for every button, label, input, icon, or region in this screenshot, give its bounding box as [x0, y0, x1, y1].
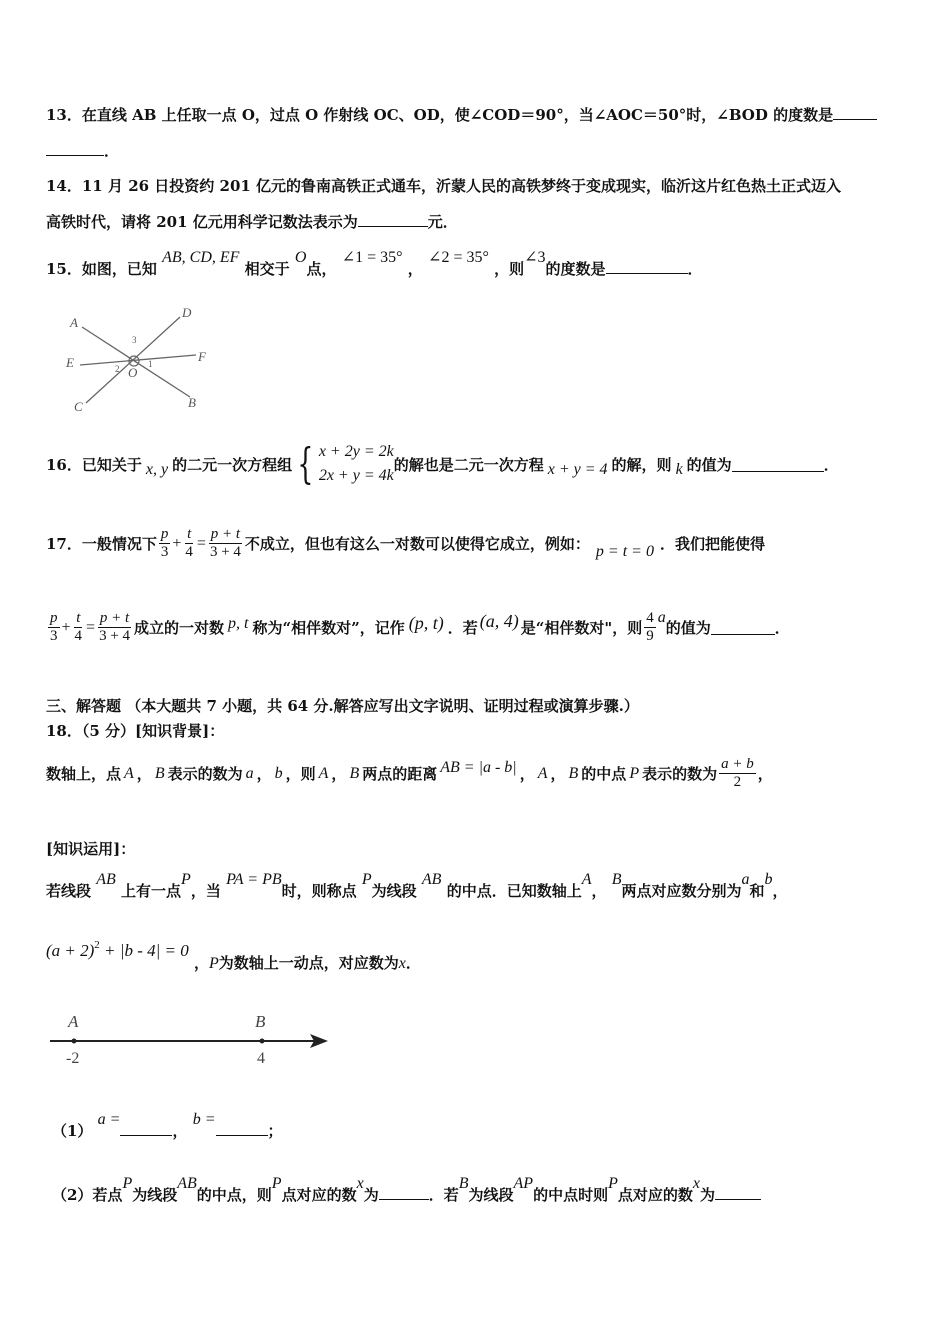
- q14-blank[interactable]: [358, 212, 428, 227]
- q18-part2: （2）若点P为线段AB的中点，则P点对应的数x为 ．若B为线段AP的中点时则P点对应的数x为: [52, 1184, 761, 1205]
- figure-15-lines: [60, 305, 220, 415]
- label-angle-3: 3: [132, 335, 137, 345]
- q14-line2: 高铁时代，请将 201 亿元用科学记数法表示为 元．: [46, 213, 458, 231]
- frac-p-3: $\frac{p}{3}$: [160, 526, 169, 560]
- number-line-tick-a: -2: [66, 1050, 80, 1067]
- q16-equation-system: { x + 2y = 2k 2x + y = 4k: [297, 439, 394, 488]
- frac-t-4-b: $\frac{t}{4}$: [74, 610, 83, 644]
- frac-t-4: $\frac{t}{4}$: [185, 526, 193, 560]
- q13-blank-cont[interactable]: [46, 141, 104, 156]
- label-angle-2: 2: [115, 364, 120, 374]
- number-line-tick-b: 4: [257, 1050, 265, 1067]
- label-F: F: [198, 349, 206, 364]
- q18-blank-b[interactable]: [216, 1121, 268, 1136]
- number-line-label-A: A: [68, 1012, 79, 1031]
- frac-pt-34-b: $\frac{p + t}{3 + 4}$: [99, 610, 131, 644]
- q18-condition: $(a + 2)^2 + |b - 4| = 0$ ，P为数轴上一动点，对应数为x．: [46, 939, 421, 972]
- point-a: [72, 1039, 77, 1044]
- section3-title: 三、解答题 （本大题共 7 小题，共 64 分.解答应写出文字说明、证明过程或演算步骤.）: [46, 697, 639, 715]
- q15-blank[interactable]: [606, 259, 688, 274]
- label-E: E: [66, 355, 74, 370]
- number-line-label-B: B: [255, 1012, 266, 1031]
- q13-blank[interactable]: [833, 105, 877, 120]
- frac-midpoint: $\frac{a + b}{2}$: [721, 756, 754, 790]
- label-angle-1: 1: [148, 359, 153, 369]
- q16-line: 16．已知关于 x, y 的二元一次方程组 { x + 2y = 2k 2x + y = 4k 的解也是二元一次方程 x + y = 4 的解，则 k 的值为 ．: [46, 439, 839, 488]
- label-C: C: [74, 399, 83, 414]
- q13-line1: 13．在直线 AB 上任取一点 O，过点 O 作射线 OC、OD，使∠COD＝90°，当∠AOC＝50°时，∠BOD 的度数是: [46, 104, 877, 125]
- q16-blank[interactable]: [732, 457, 824, 472]
- label-O: O: [128, 365, 138, 380]
- q18-blank-p2a[interactable]: [379, 1185, 429, 1200]
- q18-blank-a[interactable]: [120, 1121, 172, 1136]
- q15-line: 15．如图，已知 AB, CD, EF 相交于 O点， ∠1 = 35° ， ∠2 = 35° ，则∠3的度数是 ．: [46, 249, 703, 278]
- q18-head: 18．（5 分）[知识背景]：: [46, 722, 225, 740]
- q18-use-head: [知识运用]：: [46, 840, 136, 858]
- frac-4-9: $\frac{4}{9}$: [646, 610, 654, 644]
- label-D: D: [182, 305, 192, 320]
- q17-line1: 17．一般情况下 $\frac{p}{3}$ + $\frac{t}{4}$ = $\frac{p + t}{3 + 4}$ 不成立，但也有这么一对数可以使得它成立，例如： p = t = 0 ．我们把能使得: [46, 526, 765, 560]
- number-line: [44, 1005, 344, 1075]
- q18-background: 数轴上，点 A ， B 表示的数为 a ， b ，则 A ， B 两点的距离 AB = |a - b| ， A ， B 的中点 P 表示的数为 $\frac{a + b}{2}$ ，: [46, 756, 773, 790]
- label-B: B: [188, 395, 196, 410]
- frac-pt-34: $\frac{p + t}{3 + 4}$: [209, 526, 241, 560]
- q17-blank[interactable]: [711, 620, 775, 635]
- q17-line2: $\frac{p}{3}$ + $\frac{t}{4}$ = $\frac{p + t}{3 + 4}$ 成立的一对数 p, t 称为“相伴数对”，记作 (p, t) ．若 (a, 4) 是“相伴数对"，则 $\frac{4}{9}$ a 的值为 ．: [50, 608, 790, 644]
- q18-blank-p2b[interactable]: [715, 1185, 761, 1200]
- q18-use-line: 若线段 AB 上有一点P，当 PA = PB时，则称点 P为线段 AB 的中点．已知数轴上A， B两点对应数分别为a和b，: [46, 871, 788, 900]
- label-A: A: [70, 315, 78, 330]
- point-b: [260, 1039, 265, 1044]
- q13-line2: ．: [46, 140, 119, 161]
- q18-part1: （1） a =， b =；: [52, 1111, 283, 1140]
- frac-p-3-b: $\frac{p}{3}$: [50, 610, 58, 644]
- q14-line1: 14．11 月 26 日投资约 201 亿元的鲁南高铁正式通车，沂蒙人民的高铁梦终于变成现实，临沂这片红色热土正式迈入: [46, 177, 842, 195]
